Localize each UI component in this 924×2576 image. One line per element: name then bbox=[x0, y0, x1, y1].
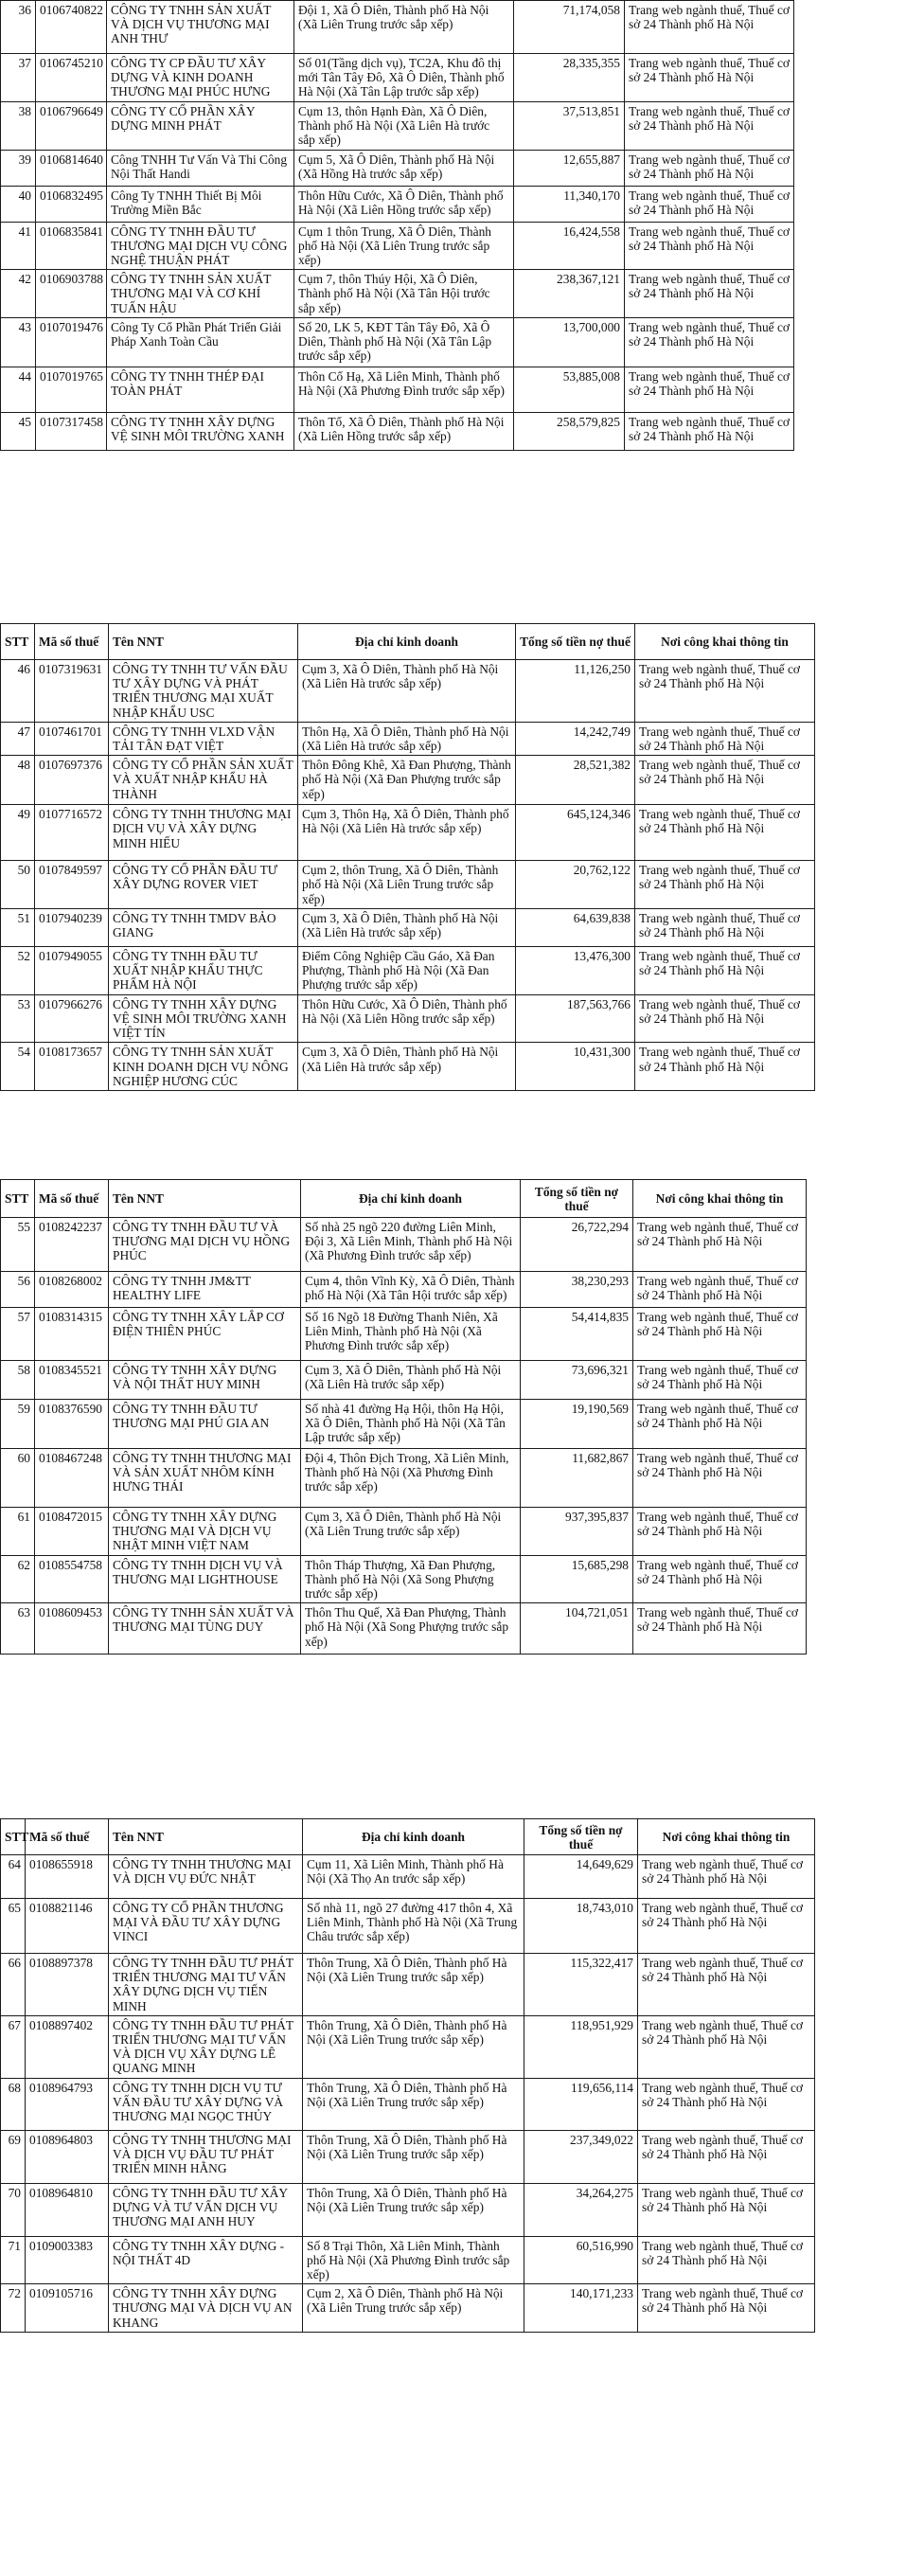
table-row bbox=[1, 2015, 815, 2078]
table-row bbox=[1, 946, 815, 994]
row-number: 61 bbox=[1, 1508, 35, 1556]
table-row bbox=[1, 2078, 815, 2130]
taxpayer-name: CÔNG TY TNHH TMDV BẢO GIANG bbox=[109, 908, 298, 946]
tax-code: 0107319631 bbox=[35, 660, 109, 723]
publication-place: Trang web ngành thuế, Thuế cơ sở 24 Thành phố Hà Nội bbox=[638, 2236, 815, 2284]
tax-debt-amount: 13,700,000 bbox=[514, 317, 625, 367]
tax-debt-amount: 64,639,838 bbox=[516, 908, 635, 946]
publication-place: Trang web ngành thuế, Thuế cơ sở 24 Thành phố Hà Nội bbox=[635, 722, 815, 755]
publication-place: Trang web ngành thuế, Thuế cơ sở 24 Thành phố Hà Nội bbox=[635, 994, 815, 1043]
business-address: Cụm 3, Xã Ô Diên, Thành phố Hà Nội (Xã Liên Hà trước sắp xếp) bbox=[298, 660, 516, 723]
publication-place: Trang web ngành thuế, Thuế cơ sở 24 Thành phố Hà Nội bbox=[635, 861, 815, 909]
taxpayer-name: CÔNG TY CỔ PHẦN XÂY DỰNG MINH PHÁT bbox=[107, 101, 294, 150]
business-address: Điểm Công Nghiệp Cầu Gáo, Xã Đan Phượng, Thành phố Hà Nội (Xã Đan Phượng trước sắp xếp) bbox=[298, 946, 516, 994]
business-address: Số nhà 11, ngõ 27 đường 417 thôn 4, Xã Liên Minh, Thành phố Hà Nội (Xã Trung Châu trước sắp xếp) bbox=[303, 1899, 524, 1954]
row-number: 51 bbox=[1, 908, 35, 946]
taxpayer-name: CÔNG TY TNHH TƯ VẤN ĐẦU TƯ XÂY DỰNG VÀ PHÁT TRIỂN THƯƠNG MẠI XUẤT NHẬP KHẨU USC bbox=[109, 660, 298, 723]
tax-debt-amount: 11,126,250 bbox=[516, 660, 635, 723]
column-header-taxpayer-name: Tên NNT bbox=[109, 624, 298, 660]
table-row bbox=[1, 222, 794, 270]
tax-code: 0106835841 bbox=[36, 222, 107, 270]
tax-debt-amount: 11,340,170 bbox=[514, 186, 625, 222]
table-row bbox=[1, 1218, 807, 1272]
column-header-business-address: Địa chỉ kinh doanh bbox=[298, 624, 516, 660]
row-number: 49 bbox=[1, 805, 35, 861]
publication-place: Trang web ngành thuế, Thuế cơ sở 24 Thành phố Hà Nội bbox=[625, 270, 794, 318]
tax-debt-amount: 73,696,321 bbox=[521, 1361, 633, 1400]
column-header-tax-code: Mã số thuế bbox=[35, 1180, 109, 1218]
tax-code: 0108472015 bbox=[35, 1508, 109, 1556]
taxpayer-name: Công TNHH Tư Vấn Và Thi Công Nội Thất Handi bbox=[107, 150, 294, 186]
publication-place: Trang web ngành thuế, Thuế cơ sở 24 Thành phố Hà Nội bbox=[633, 1449, 807, 1508]
tax-debt-amount: 119,656,114 bbox=[524, 2078, 638, 2130]
table-row bbox=[1, 1954, 815, 2016]
taxpayer-name: CÔNG TY TNHH XÂY DỰNG THƯƠNG MẠI VÀ DỊCH VỤ AN KHANG bbox=[109, 2284, 303, 2333]
tax-debt-amount: 16,424,558 bbox=[514, 222, 625, 270]
business-address: Thôn Trung, Xã Ô Diên, Thành phố Hà Nội (Xã Liên Trung trước sắp xếp) bbox=[303, 2183, 524, 2236]
tax-code: 0108345521 bbox=[35, 1361, 109, 1400]
taxpayer-name: CÔNG TY TNHH ĐẦU TƯ PHÁT TRIỂN THƯƠNG MẠI TƯ VẤN VÀ DỊCH VỤ XÂY DỰNG LÊ QUANG MINH bbox=[109, 2015, 303, 2078]
table-row bbox=[1, 2236, 815, 2284]
tax-debt-amount: 20,762,122 bbox=[516, 861, 635, 909]
taxpayer-name: CÔNG TY TNHH VLXD VẬN TẢI TÂN ĐẠT VIỆT bbox=[109, 722, 298, 755]
publication-place: Trang web ngành thuế, Thuế cơ sở 24 Thành phố Hà Nội bbox=[625, 186, 794, 222]
taxpayer-debt-table bbox=[0, 623, 815, 1091]
tax-code: 0107966276 bbox=[35, 994, 109, 1043]
tax-debt-amount: 38,230,293 bbox=[521, 1272, 633, 1308]
business-address: Cụm 1 thôn Trung, Xã Ô Diên, Thành phố Hà Nội (Xã Liên Trung trước sắp xếp) bbox=[294, 222, 514, 270]
tax-debt-amount: 26,722,294 bbox=[521, 1218, 633, 1272]
tax-code: 0107716572 bbox=[35, 805, 109, 861]
business-address: Cụm 3, Thôn Hạ, Xã Ô Diên, Thành phố Hà Nội (Xã Liên Hà trước sắp xếp) bbox=[298, 805, 516, 861]
publication-place: Trang web ngành thuế, Thuế cơ sở 24 Thành phố Hà Nội bbox=[633, 1308, 807, 1361]
publication-place: Trang web ngành thuế, Thuế cơ sở 24 Thành phố Hà Nội bbox=[638, 1855, 815, 1899]
column-header-taxpayer-name: Tên NNT bbox=[109, 1180, 301, 1218]
tax-debt-amount: 28,335,355 bbox=[514, 54, 625, 102]
tax-code: 0108554758 bbox=[35, 1555, 109, 1603]
row-number: 38 bbox=[1, 101, 36, 150]
taxpayer-name: CÔNG TY TNHH SẢN XUẤT VÀ THƯƠNG MẠI TÙNG DUY bbox=[109, 1603, 301, 1655]
taxpayer-name: CÔNG TY CỔ PHẦN SẢN XUẤT VÀ XUẤT NHẬP KHẨU HÀ THÀNH bbox=[109, 756, 298, 805]
table-row bbox=[1, 1400, 807, 1449]
column-header-total-tax-debt: Tổng số tiền nợ thuế bbox=[524, 1819, 638, 1855]
business-address: Thôn Đông Khê, Xã Đan Phượng, Thành phố Hà Nội (Xã Đan Phượng trước sắp xếp) bbox=[298, 756, 516, 805]
table-row bbox=[1, 1361, 807, 1400]
table-header-row bbox=[1, 1819, 815, 1855]
business-address: Thôn Hữu Cước, Xã Ô Diên, Thành phố Hà Nội (Xã Liên Hồng trước sắp xếp) bbox=[294, 186, 514, 222]
business-address: Thôn Hữu Cước, Xã Ô Diên, Thành phố Hà Nội (Xã Liên Hồng trước sắp xếp) bbox=[298, 994, 516, 1043]
tax-debt-amount: 13,476,300 bbox=[516, 946, 635, 994]
table-row bbox=[1, 908, 815, 946]
tax-code: 0106814640 bbox=[36, 150, 107, 186]
publication-place: Trang web ngành thuế, Thuế cơ sở 24 Thành phố Hà Nội bbox=[638, 2015, 815, 2078]
row-number: 69 bbox=[1, 2130, 26, 2183]
taxpayer-name: CÔNG TY TNHH ĐẦU TƯ THƯƠNG MẠI PHÚ GIA AN bbox=[109, 1400, 301, 1449]
tax-code: 0107849597 bbox=[35, 861, 109, 909]
row-number: 50 bbox=[1, 861, 35, 909]
tax-code: 0106796649 bbox=[36, 101, 107, 150]
taxpayer-name: CÔNG TY TNHH ĐẦU TƯ PHÁT TRIỂN THƯƠNG MẠI TƯ VẤN XÂY DỰNG DỊCH VỤ TIẾN MINH bbox=[109, 1954, 303, 2016]
row-number: 44 bbox=[1, 367, 36, 412]
taxpayer-name: CÔNG TY TNHH XÂY DỰNG - NỘI THẤT 4D bbox=[109, 2236, 303, 2284]
table-row bbox=[1, 756, 815, 805]
business-address: Thôn Tổ, Xã Ô Diên, Thành phố Hà Nội (Xã Liên Hồng trước sắp xếp) bbox=[294, 412, 514, 450]
tax-debt-amount: 71,174,058 bbox=[514, 1, 625, 54]
publication-place: Trang web ngành thuế, Thuế cơ sở 24 Thành phố Hà Nội bbox=[638, 1899, 815, 1954]
table-row bbox=[1, 1555, 807, 1603]
row-number: 41 bbox=[1, 222, 36, 270]
tax-code: 0108173657 bbox=[35, 1043, 109, 1091]
column-header-publication-place: Nơi công khai thông tin bbox=[635, 624, 815, 660]
column-header-tax-code: Mã số thuế bbox=[26, 1819, 109, 1855]
taxpayer-name: CÔNG TY TNHH XÂY DỰNG VỆ SINH MÔI TRƯỜNG XANH bbox=[107, 412, 294, 450]
tax-code: 0106745210 bbox=[36, 54, 107, 102]
tax-debt-amount: 18,743,010 bbox=[524, 1899, 638, 1954]
publication-place: Trang web ngành thuế, Thuế cơ sở 24 Thành phố Hà Nội bbox=[635, 756, 815, 805]
publication-place: Trang web ngành thuế, Thuế cơ sở 24 Thành phố Hà Nội bbox=[638, 1954, 815, 2016]
taxpayer-name: CÔNG TY CỔ PHẦN THƯƠNG MẠI VÀ ĐẦU TƯ XÂY DỰNG VINCI bbox=[109, 1899, 303, 1954]
tax-code: 0107697376 bbox=[35, 756, 109, 805]
row-number: 46 bbox=[1, 660, 35, 723]
tax-debt-amount: 237,349,022 bbox=[524, 2130, 638, 2183]
taxpayer-name: CÔNG TY TNHH THÉP ĐẠI TOÀN PHÁT bbox=[107, 367, 294, 412]
publication-place: Trang web ngành thuế, Thuế cơ sở 24 Thành phố Hà Nội bbox=[635, 805, 815, 861]
column-header-business-address: Địa chỉ kinh doanh bbox=[301, 1180, 521, 1218]
publication-place: Trang web ngành thuế, Thuế cơ sở 24 Thành phố Hà Nội bbox=[633, 1400, 807, 1449]
row-number: 39 bbox=[1, 150, 36, 186]
taxpayer-name: CÔNG TY TNHH ĐẦU TƯ VÀ THƯƠNG MẠI DỊCH VỤ HỒNG PHÚC bbox=[109, 1218, 301, 1272]
taxpayer-name: CÔNG TY TNHH XÂY DỰNG VÀ NỘI THẤT HUY MINH bbox=[109, 1361, 301, 1400]
row-number: 59 bbox=[1, 1400, 35, 1449]
taxpayer-name: CÔNG TY CỔ PHẦN ĐẦU TƯ XÂY DỰNG ROVER VIET bbox=[109, 861, 298, 909]
table-row bbox=[1, 412, 794, 450]
tax-debt-amount: 37,513,851 bbox=[514, 101, 625, 150]
table-row bbox=[1, 722, 815, 755]
publication-place: Trang web ngành thuế, Thuế cơ sở 24 Thành phố Hà Nội bbox=[633, 1555, 807, 1603]
row-number: 58 bbox=[1, 1361, 35, 1400]
tax-code: 0108268002 bbox=[35, 1272, 109, 1308]
tax-code: 0106903788 bbox=[36, 270, 107, 318]
row-number: 42 bbox=[1, 270, 36, 318]
table-row bbox=[1, 270, 794, 318]
tax-debt-amount: 10,431,300 bbox=[516, 1043, 635, 1091]
tax-code: 0107940239 bbox=[35, 908, 109, 946]
row-number: 55 bbox=[1, 1218, 35, 1272]
taxpayer-name: CÔNG TY TNHH THƯƠNG MẠI VÀ SẢN XUẤT NHÔM KÍNH HƯNG THÁI bbox=[109, 1449, 301, 1508]
table-row bbox=[1, 1899, 815, 1954]
business-address: Thôn Trung, Xã Ô Diên, Thành phố Hà Nội (Xã Liên Trung trước sắp xếp) bbox=[303, 2078, 524, 2130]
publication-place: Trang web ngành thuế, Thuế cơ sở 24 Thành phố Hà Nội bbox=[625, 54, 794, 102]
table-row bbox=[1, 317, 794, 367]
tax-code: 0108609453 bbox=[35, 1603, 109, 1655]
table-row bbox=[1, 367, 794, 412]
publication-place: Trang web ngành thuế, Thuế cơ sở 24 Thành phố Hà Nội bbox=[635, 1043, 815, 1091]
taxpayer-debt-table bbox=[0, 1818, 815, 2333]
business-address: Thôn Cổ Hạ, Xã Liên Minh, Thành phố Hà Nội (Xã Phương Đình trước sắp xếp) bbox=[294, 367, 514, 412]
publication-place: Trang web ngành thuế, Thuế cơ sở 24 Thành phố Hà Nội bbox=[638, 2130, 815, 2183]
table-header-row bbox=[1, 624, 815, 660]
tax-debt-amount: 60,516,990 bbox=[524, 2236, 638, 2284]
table-row bbox=[1, 1043, 815, 1091]
row-number: 60 bbox=[1, 1449, 35, 1508]
tax-debt-amount: 11,682,867 bbox=[521, 1449, 633, 1508]
publication-place: Trang web ngành thuế, Thuế cơ sở 24 Thành phố Hà Nội bbox=[625, 317, 794, 367]
tax-code: 0106740822 bbox=[36, 1, 107, 54]
business-address: Cụm 2, thôn Trung, Xã Ô Diên, Thành phố Hà Nội (Xã Liên Trung trước sắp xếp) bbox=[298, 861, 516, 909]
tax-debt-amount: 258,579,825 bbox=[514, 412, 625, 450]
publication-place: Trang web ngành thuế, Thuế cơ sở 24 Thành phố Hà Nội bbox=[635, 946, 815, 994]
tax-debt-amount: 140,171,233 bbox=[524, 2284, 638, 2333]
row-number: 52 bbox=[1, 946, 35, 994]
table-row bbox=[1, 805, 815, 861]
publication-place: Trang web ngành thuế, Thuế cơ sở 24 Thành phố Hà Nội bbox=[625, 367, 794, 412]
publication-place: Trang web ngành thuế, Thuế cơ sở 24 Thành phố Hà Nội bbox=[638, 2078, 815, 2130]
taxpayer-name: CÔNG TY TNHH DỊCH VỤ TƯ VẤN ĐẦU TƯ XÂY DỰNG VÀ THƯƠNG MẠI NGỌC THỦY bbox=[109, 2078, 303, 2130]
column-header-taxpayer-name: Tên NNT bbox=[109, 1819, 303, 1855]
tax-code: 0108897378 bbox=[26, 1954, 109, 2016]
table-row bbox=[1, 1308, 807, 1361]
tax-code: 0108897402 bbox=[26, 2015, 109, 2078]
table-row bbox=[1, 101, 794, 150]
business-address: Đội 4, Thôn Địch Trong, Xã Liên Minh, Thành phố Hà Nội (Xã Phương Đình trước sắp xếp) bbox=[301, 1449, 521, 1508]
taxpayer-name: Công Ty TNHH Thiết Bị Môi Trường Miền Bắc bbox=[107, 186, 294, 222]
tax-debt-amount: 54,414,835 bbox=[521, 1308, 633, 1361]
tax-debt-amount: 14,242,749 bbox=[516, 722, 635, 755]
business-address: Số nhà 41 đường Hạ Hội, thôn Hạ Hội, Xã Ô Diên, Thành phố Hà Nội (Xã Tân Lập trước sắp xếp) bbox=[301, 1400, 521, 1449]
publication-place: Trang web ngành thuế, Thuế cơ sở 24 Thành phố Hà Nội bbox=[633, 1361, 807, 1400]
business-address: Thôn Trung, Xã Ô Diên, Thành phố Hà Nội (Xã Liên Trung trước sắp xếp) bbox=[303, 1954, 524, 2016]
table-row bbox=[1, 1, 794, 54]
row-number: 70 bbox=[1, 2183, 26, 2236]
tax-code: 0107949055 bbox=[35, 946, 109, 994]
taxpayer-name: CÔNG TY TNHH XÂY DỰNG THƯƠNG MẠI VÀ DỊCH VỤ NHẬT MINH VIỆT NAM bbox=[109, 1508, 301, 1556]
table-row bbox=[1, 54, 794, 102]
table-row bbox=[1, 994, 815, 1043]
row-number: 62 bbox=[1, 1555, 35, 1603]
business-address: Thôn Thu Quế, Xã Đan Phượng, Thành phố Hà Nội (Xã Song Phượng trước sắp xếp) bbox=[301, 1603, 521, 1655]
business-address: Số 01(Tầng dịch vụ), TC2A, Khu đô thị mới Tân Tây Đô, Xã Ô Diên, Thành phố Hà Nội (Xã Tân Lập trước sắp xếp) bbox=[294, 54, 514, 102]
publication-place: Trang web ngành thuế, Thuế cơ sở 24 Thành phố Hà Nội bbox=[633, 1218, 807, 1272]
business-address: Thôn Trung, Xã Ô Diên, Thành phố Hà Nội (Xã Liên Trung trước sắp xếp) bbox=[303, 2015, 524, 2078]
tax-debt-amount: 12,655,887 bbox=[514, 150, 625, 186]
taxpayer-name: CÔNG TY TNHH JM&TT HEALTHY LIFE bbox=[109, 1272, 301, 1308]
table-row bbox=[1, 660, 815, 723]
tax-debt-amount: 187,563,766 bbox=[516, 994, 635, 1043]
row-number: 64 bbox=[1, 1855, 26, 1899]
row-number: 67 bbox=[1, 2015, 26, 2078]
business-address: Số 8 Trại Thôn, Xã Liên Minh, Thành phố Hà Nội (Xã Phương Đình trước sắp xếp) bbox=[303, 2236, 524, 2284]
tax-code: 0108242237 bbox=[35, 1218, 109, 1272]
business-address: Thôn Hạ, Xã Ô Diên, Thành phố Hà Nội (Xã Liên Hà trước sắp xếp) bbox=[298, 722, 516, 755]
tax-code: 0107461701 bbox=[35, 722, 109, 755]
tax-debt-amount: 118,951,929 bbox=[524, 2015, 638, 2078]
tax-code: 0108821146 bbox=[26, 1899, 109, 1954]
tax-debt-amount: 115,322,417 bbox=[524, 1954, 638, 2016]
tax-code: 0109003383 bbox=[26, 2236, 109, 2284]
taxpayer-name: CÔNG TY TNHH XÂY LẮP CƠ ĐIỆN THIÊN PHÚC bbox=[109, 1308, 301, 1361]
taxpayer-name: CÔNG TY TNHH ĐẦU TƯ THƯƠNG MẠI DỊCH VỤ CÔNG NGHỆ THUẬN PHÁT bbox=[107, 222, 294, 270]
tax-code: 0108376590 bbox=[35, 1400, 109, 1449]
taxpayer-name: CÔNG TY TNHH XÂY DỰNG VỆ SINH MÔI TRƯỜNG XANH VIỆT TÍN bbox=[109, 994, 298, 1043]
taxpayer-name: CÔNG TY TNHH SẢN XUẤT THƯƠNG MẠI VÀ CƠ KHÍ TUẤN HẬU bbox=[107, 270, 294, 318]
publication-place: Trang web ngành thuế, Thuế cơ sở 24 Thành phố Hà Nội bbox=[633, 1272, 807, 1308]
taxpayer-name: CÔNG TY TNHH SẢN XUẤT VÀ DỊCH VỤ THƯƠNG MẠI ANH THƯ bbox=[107, 1, 294, 54]
table-row bbox=[1, 861, 815, 909]
tax-debt-amount: 238,367,121 bbox=[514, 270, 625, 318]
taxpayer-name: Công Ty Cổ Phần Phát Triển Giải Pháp Xanh Toàn Cầu bbox=[107, 317, 294, 367]
column-header-stt: STT bbox=[1, 1180, 35, 1218]
column-header-publication-place: Nơi công khai thông tin bbox=[633, 1180, 807, 1218]
publication-place: Trang web ngành thuế, Thuế cơ sở 24 Thành phố Hà Nội bbox=[635, 660, 815, 723]
row-number: 53 bbox=[1, 994, 35, 1043]
tax-debt-amount: 15,685,298 bbox=[521, 1555, 633, 1603]
tax-code: 0107317458 bbox=[36, 412, 107, 450]
tax-code: 0109105716 bbox=[26, 2284, 109, 2333]
tax-code: 0108964810 bbox=[26, 2183, 109, 2236]
taxpayer-name: CÔNG TY TNHH SẢN XUẤT KINH DOANH DỊCH VỤ NÔNG NGHIỆP HƯƠNG CÚC bbox=[109, 1043, 298, 1091]
publication-place: Trang web ngành thuế, Thuế cơ sở 24 Thành phố Hà Nội bbox=[635, 908, 815, 946]
table-row bbox=[1, 1855, 815, 1899]
publication-place: Trang web ngành thuế, Thuế cơ sở 24 Thành phố Hà Nội bbox=[625, 101, 794, 150]
publication-place: Trang web ngành thuế, Thuế cơ sở 24 Thành phố Hà Nội bbox=[638, 2284, 815, 2333]
row-number: 48 bbox=[1, 756, 35, 805]
row-number: 47 bbox=[1, 722, 35, 755]
row-number: 43 bbox=[1, 317, 36, 367]
tax-debt-amount: 53,885,008 bbox=[514, 367, 625, 412]
table-row bbox=[1, 2284, 815, 2333]
column-header-total-tax-debt: Tổng số tiền nợ thuế bbox=[521, 1180, 633, 1218]
taxpayer-name: CÔNG TY TNHH THƯƠNG MẠI VÀ DỊCH VỤ ĐẦU TƯ PHÁT TRIỂN MINH HẰNG bbox=[109, 2130, 303, 2183]
publication-place: Trang web ngành thuế, Thuế cơ sở 24 Thành phố Hà Nội bbox=[625, 150, 794, 186]
table-row bbox=[1, 186, 794, 222]
tax-code: 0108964793 bbox=[26, 2078, 109, 2130]
business-address: Cụm 4, thôn Vĩnh Kỳ, Xã Ô Diên, Thành phố Hà Nội (Xã Tân Hội trước sắp xếp) bbox=[301, 1272, 521, 1308]
taxpayer-debt-table bbox=[0, 1179, 807, 1655]
row-number: 68 bbox=[1, 2078, 26, 2130]
table-row bbox=[1, 1508, 807, 1556]
row-number: 63 bbox=[1, 1603, 35, 1655]
tax-code: 0108314315 bbox=[35, 1308, 109, 1361]
table-row bbox=[1, 2130, 815, 2183]
tax-debt-amount: 28,521,382 bbox=[516, 756, 635, 805]
business-address: Thôn Trung, Xã Ô Diên, Thành phố Hà Nội (Xã Liên Trung trước sắp xếp) bbox=[303, 2130, 524, 2183]
business-address: Đội 1, Xã Ô Diên, Thành phố Hà Nội (Xã Liên Trung trước sắp xếp) bbox=[294, 1, 514, 54]
business-address: Số 16 Ngõ 18 Đường Thanh Niên, Xã Liên Minh, Thành phố Hà Nội (Xã Phương Đình trước sắp xếp) bbox=[301, 1308, 521, 1361]
business-address: Thôn Tháp Thượng, Xã Đan Phượng, Thành phố Hà Nội (Xã Song Phượng trước sắp xếp) bbox=[301, 1555, 521, 1603]
table-row bbox=[1, 150, 794, 186]
row-number: 37 bbox=[1, 54, 36, 102]
row-number: 40 bbox=[1, 186, 36, 222]
taxpayer-name: CÔNG TY TNHH DỊCH VỤ VÀ THƯƠNG MẠI LIGHTHOUSE bbox=[109, 1555, 301, 1603]
row-number: 65 bbox=[1, 1899, 26, 1954]
tax-debt-amount: 34,264,275 bbox=[524, 2183, 638, 2236]
tax-debt-amount: 937,395,837 bbox=[521, 1508, 633, 1556]
row-number: 72 bbox=[1, 2284, 26, 2333]
row-number: 54 bbox=[1, 1043, 35, 1091]
publication-place: Trang web ngành thuế, Thuế cơ sở 24 Thành phố Hà Nội bbox=[625, 412, 794, 450]
business-address: Cụm 13, thôn Hạnh Đàn, Xã Ô Diên, Thành phố Hà Nội (Xã Liên Hà trước sắp xếp) bbox=[294, 101, 514, 150]
column-header-stt: STT bbox=[1, 1819, 26, 1855]
business-address: Số nhà 25 ngõ 220 đường Liên Minh, Đội 3, Xã Liên Minh, Thành phố Hà Nội (Xã Phương Đình trước sắp xếp) bbox=[301, 1218, 521, 1272]
row-number: 36 bbox=[1, 1, 36, 54]
business-address: Cụm 2, Xã Ô Diên, Thành phố Hà Nội (Xã Liên Trung trước sắp xếp) bbox=[303, 2284, 524, 2333]
tax-debt-amount: 19,190,569 bbox=[521, 1400, 633, 1449]
row-number: 57 bbox=[1, 1308, 35, 1361]
tax-code: 0108655918 bbox=[26, 1855, 109, 1899]
tax-code: 0107019765 bbox=[36, 367, 107, 412]
row-number: 66 bbox=[1, 1954, 26, 2016]
tax-code: 0108467248 bbox=[35, 1449, 109, 1508]
business-address: Số 20, LK 5, KĐT Tân Tây Đô, Xã Ô Diên, Thành phố Hà Nội (Xã Tân Lập trước sắp xếp) bbox=[294, 317, 514, 367]
column-header-stt: STT bbox=[1, 624, 35, 660]
table-header-row bbox=[1, 1180, 807, 1218]
table-row bbox=[1, 1603, 807, 1655]
business-address: Cụm 5, Xã Ô Diên, Thành phố Hà Nội (Xã Hồng Hà trước sắp xếp) bbox=[294, 150, 514, 186]
publication-place: Trang web ngành thuế, Thuế cơ sở 24 Thành phố Hà Nội bbox=[638, 2183, 815, 2236]
business-address: Cụm 3, Xã Ô Diên, Thành phố Hà Nội (Xã Liên Hà trước sắp xếp) bbox=[301, 1361, 521, 1400]
row-number: 71 bbox=[1, 2236, 26, 2284]
column-header-business-address: Địa chỉ kinh doanh bbox=[303, 1819, 524, 1855]
column-header-publication-place: Nơi công khai thông tin bbox=[638, 1819, 815, 1855]
table-row bbox=[1, 2183, 815, 2236]
table-row bbox=[1, 1272, 807, 1308]
tax-debt-amount: 14,649,629 bbox=[524, 1855, 638, 1899]
business-address: Cụm 3, Xã Ô Diên, Thành phố Hà Nội (Xã Liên Hà trước sắp xếp) bbox=[298, 908, 516, 946]
publication-place: Trang web ngành thuế, Thuế cơ sở 24 Thành phố Hà Nội bbox=[633, 1508, 807, 1556]
taxpayer-debt-table bbox=[0, 0, 794, 451]
column-header-tax-code: Mã số thuế bbox=[35, 624, 109, 660]
taxpayer-name: CÔNG TY TNHH THƯƠNG MẠI DỊCH VỤ VÀ XÂY DỰNG MINH HIẾU bbox=[109, 805, 298, 861]
business-address: Cụm 7, thôn Thúy Hội, Xã Ô Diên, Thành phố Hà Nội (Xã Tân Hội trước sắp xếp) bbox=[294, 270, 514, 318]
tax-code: 0106832495 bbox=[36, 186, 107, 222]
taxpayer-name: CÔNG TY TNHH THƯƠNG MẠI VÀ DỊCH VỤ ĐỨC NHẬT bbox=[109, 1855, 303, 1899]
publication-place: Trang web ngành thuế, Thuế cơ sở 24 Thành phố Hà Nội bbox=[633, 1603, 807, 1655]
taxpayer-name: CÔNG TY CP ĐẦU TƯ XÂY DỰNG VÀ KINH DOANH THƯƠNG MẠI PHÚC HƯNG bbox=[107, 54, 294, 102]
publication-place: Trang web ngành thuế, Thuế cơ sở 24 Thành phố Hà Nội bbox=[625, 222, 794, 270]
table-row bbox=[1, 1449, 807, 1508]
tax-debt-amount: 645,124,346 bbox=[516, 805, 635, 861]
row-number: 56 bbox=[1, 1272, 35, 1308]
taxpayer-name: CÔNG TY TNHH ĐẦU TƯ XÂY DỰNG VÀ TƯ VẤN DỊCH VỤ THƯƠNG MẠI ANH HUY bbox=[109, 2183, 303, 2236]
tax-debt-amount: 104,721,051 bbox=[521, 1603, 633, 1655]
business-address: Cụm 11, Xã Liên Minh, Thành phố Hà Nội (Xã Thọ An trước sắp xếp) bbox=[303, 1855, 524, 1899]
tax-code: 0108964803 bbox=[26, 2130, 109, 2183]
business-address: Cụm 3, Xã Ô Diên, Thành phố Hà Nội (Xã Liên Trung trước sắp xếp) bbox=[301, 1508, 521, 1556]
taxpayer-name: CÔNG TY TNHH ĐẦU TƯ XUẤT NHẬP KHẨU THỰC PHẨM HÀ NỘI bbox=[109, 946, 298, 994]
publication-place: Trang web ngành thuế, Thuế cơ sở 24 Thành phố Hà Nội bbox=[625, 1, 794, 54]
tax-code: 0107019476 bbox=[36, 317, 107, 367]
column-header-total-tax-debt: Tổng số tiền nợ thuế bbox=[516, 624, 635, 660]
business-address: Cụm 3, Xã Ô Diên, Thành phố Hà Nội (Xã Liên Hà trước sắp xếp) bbox=[298, 1043, 516, 1091]
row-number: 45 bbox=[1, 412, 36, 450]
